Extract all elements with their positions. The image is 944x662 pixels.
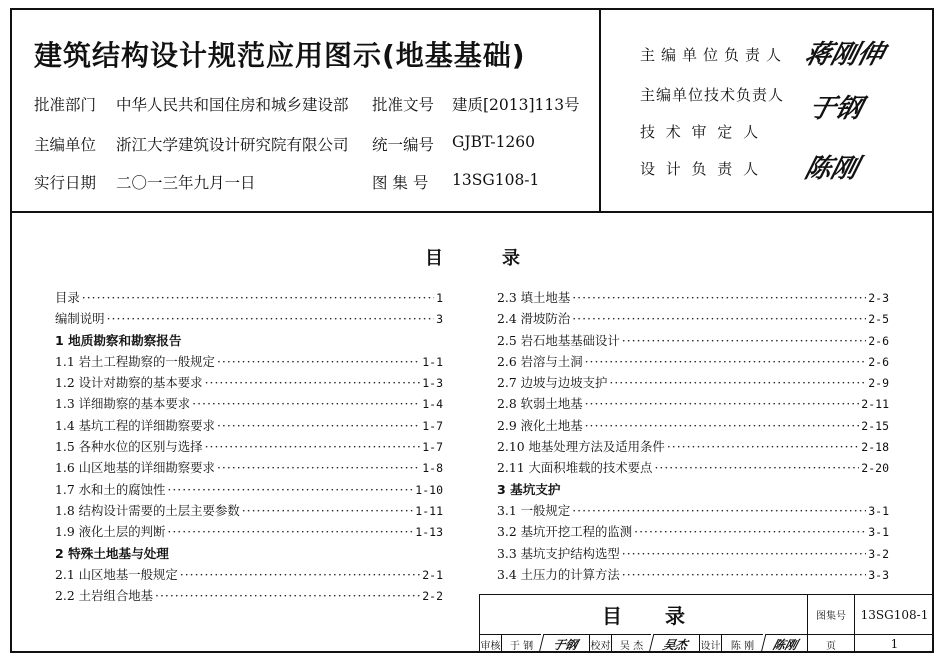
toc-leader-dots <box>167 521 413 542</box>
toc-entry-page: 1-7 <box>422 440 443 455</box>
toc-entry <box>55 308 443 329</box>
responsible-row <box>640 121 761 142</box>
toc-entry-title: 1.1 岩土工程勘察的一般规定 <box>55 353 215 369</box>
toc-entry <box>55 479 443 500</box>
toc-entry-page: 1-13 <box>415 525 443 540</box>
toc-entry <box>497 308 889 329</box>
toc-section-heading <box>55 543 443 564</box>
toc-entry-title: 2.11 大面积堆载的技术要点 <box>497 460 653 476</box>
toc-entry-title: 目录 <box>55 290 80 305</box>
toc-entry <box>55 500 443 521</box>
toc-entry-title: 2.6 岩溶与土洞 <box>497 353 583 369</box>
approval-no-value: 建质[2013]113号 <box>452 96 580 114</box>
reviewer-name: 于 钢 <box>501 634 541 653</box>
toc-entry-title: 1.9 液化土层的判断 <box>55 524 166 540</box>
toc-entry-title: 2.10 地基处理方法及适用条件 <box>497 439 665 455</box>
toc-entry <box>55 564 443 585</box>
toc-entry <box>497 372 889 393</box>
toc-leader-dots <box>585 351 867 372</box>
toc-left-column <box>55 287 443 606</box>
title-block <box>479 594 934 653</box>
title-block-title: 目 录 <box>479 594 807 634</box>
toc-entry <box>497 543 889 564</box>
toc-entry-page: 3-2 <box>868 546 889 561</box>
toc-entry-page: 2-18 <box>861 440 889 455</box>
toc-entry-page: 3-3 <box>868 567 889 582</box>
toc-entry-page: 2-3 <box>868 291 889 305</box>
toc-entry-page: 1-10 <box>415 482 443 497</box>
toc-entry <box>497 500 889 521</box>
checker-signature: 吴杰 <box>649 634 702 653</box>
toc-entry-page: 1-7 <box>422 418 443 433</box>
atlas-number-value: 13SG108-1 <box>854 594 934 634</box>
atlas-no-value: 13SG108-1 <box>452 171 540 189</box>
toc-leader-dots <box>242 500 414 521</box>
toc-entry-page: 2-2 <box>422 589 443 604</box>
approval-dept-label: 批准部门 <box>34 96 97 114</box>
toc-leader-dots <box>180 564 420 585</box>
toc-leader-dots <box>622 564 866 585</box>
toc-leader-dots <box>167 479 413 500</box>
toc-leader-dots <box>634 521 866 542</box>
toc-entry <box>55 287 443 308</box>
responsible-role: 主编单位技术负责人 <box>640 86 785 104</box>
review-label: 审核 <box>479 634 501 653</box>
toc-leader-dots <box>205 436 421 457</box>
toc-leader-dots <box>217 457 420 478</box>
signature: 陈刚 <box>801 154 862 184</box>
toc-entry <box>55 457 443 478</box>
toc-entry-page: 3-1 <box>868 503 889 518</box>
designer-signature: 陈刚 <box>761 634 810 653</box>
effective-date-value: 二〇一三年九月一日 <box>116 174 256 192</box>
toc-entry-title: 编制说明 <box>55 311 105 327</box>
toc-entry-title: 2.4 滑坡防治 <box>497 311 571 327</box>
effective-date-label: 实行日期 <box>34 174 97 192</box>
toc-entry <box>497 564 889 585</box>
toc-entry-title: 1.4 基坑工程的详细勘察要求 <box>55 417 215 433</box>
toc-leader-dots <box>107 308 435 329</box>
toc-leader-dots <box>217 415 420 436</box>
toc-leader-dots <box>572 500 866 521</box>
toc-leader-dots <box>192 393 420 414</box>
toc-leader-dots <box>155 585 420 606</box>
toc-entry <box>497 393 889 414</box>
atlas-number-label: 图集号 <box>807 594 854 634</box>
toc-entry-title: 3 基坑支护 <box>497 481 561 497</box>
toc-entry-title: 1.5 各种水位的区别与选择 <box>55 439 203 455</box>
toc-entry-title: 2.3 填土地基 <box>497 290 571 305</box>
atlas-no-label: 图 集 号 <box>372 174 429 192</box>
toc-entry-page: 2-20 <box>861 461 889 476</box>
responsible-role: 技 术 审 定 人 <box>640 123 762 141</box>
toc-entry-page: 1-8 <box>422 461 443 476</box>
toc-leader-dots <box>654 457 859 478</box>
header-divider <box>10 211 934 213</box>
toc-entry <box>55 372 443 393</box>
toc-entry-title: 3.3 基坑支护结构选型 <box>497 545 620 561</box>
toc-right-column <box>497 287 889 585</box>
toc-heading-left: 目 <box>425 248 443 269</box>
toc-entry-title: 2.1 山区地基一般规定 <box>55 566 178 582</box>
toc-entry-page: 2-15 <box>861 418 889 433</box>
checker-name: 吴 杰 <box>611 634 651 653</box>
toc-leader-dots <box>205 372 421 393</box>
toc-leader-dots <box>622 330 866 351</box>
approval-no-label: 批准文号 <box>372 96 435 114</box>
toc-entry-title: 2.9 液化土地基 <box>497 417 583 433</box>
toc-entry-page: 2-6 <box>868 333 889 348</box>
toc-entry-title: 2.5 岩石地基基础设计 <box>497 332 620 348</box>
toc-entry-title: 2 特殊土地基与处理 <box>55 545 169 561</box>
toc-leader-dots <box>585 415 860 436</box>
toc-entry-title: 3.1 一般规定 <box>497 502 571 518</box>
toc-entry-page: 1-3 <box>422 376 443 391</box>
toc-entry <box>55 585 443 606</box>
designer-name: 陈 刚 <box>721 634 763 653</box>
unified-no-value: GJBT-1260 <box>452 133 536 151</box>
toc-entry <box>497 436 889 457</box>
responsible-row <box>640 44 787 65</box>
check-label: 校对 <box>589 634 611 653</box>
toc-entry-page: 2-5 <box>868 312 889 327</box>
toc-entry-page: 2-6 <box>868 354 889 369</box>
toc-entry-page: 2-1 <box>422 567 443 582</box>
toc-entry-page: 2-9 <box>868 376 889 391</box>
toc-leader-dots <box>667 436 859 457</box>
toc-leader-dots <box>572 308 866 329</box>
responsible-row <box>640 158 761 179</box>
toc-entry-title: 1.6 山区地基的详细勘察要求 <box>55 460 215 476</box>
toc-leader-dots <box>622 543 866 564</box>
toc-entry-page: 3 <box>436 312 443 327</box>
responsible-role: 设 计 负 责 人 <box>640 160 762 178</box>
atlas-title: 建筑结构设计规范应用图示(地基基础) <box>34 39 526 72</box>
responsible-role: 主编单位负责人 <box>640 46 788 64</box>
signature: 蒋刚伸 <box>801 40 888 70</box>
toc-entry <box>497 521 889 542</box>
toc-entry <box>497 330 889 351</box>
toc-entry <box>55 415 443 436</box>
toc-entry-title: 2.2 土岩组合地基 <box>55 588 153 604</box>
editor-unit-value: 浙江大学建筑设计研究院有限公司 <box>116 136 349 154</box>
reviewer-signature: 于钢 <box>539 634 592 653</box>
toc-entry-title: 3.4 土压力的计算方法 <box>497 566 620 582</box>
toc-section-heading <box>55 330 443 351</box>
toc-entry-page: 1-1 <box>422 354 443 369</box>
toc-entry <box>497 457 889 478</box>
toc-entry-title: 2.8 软弱土地基 <box>497 396 583 412</box>
toc-entry-page: 2-11 <box>861 397 889 412</box>
toc-entry <box>497 415 889 436</box>
page-number: 1 <box>854 634 934 653</box>
design-label: 设计 <box>699 634 721 653</box>
toc-entry <box>497 287 889 308</box>
page-label: 页 <box>807 634 854 653</box>
toc-entry-page: 1 <box>436 291 443 305</box>
toc-entry-page: 1-4 <box>422 397 443 412</box>
editor-unit-label: 主编单位 <box>34 136 97 154</box>
toc-heading-right: 录 <box>502 248 520 269</box>
toc-entry-page: 3-1 <box>868 525 889 540</box>
toc-entry <box>497 351 889 372</box>
toc-entry-title: 1.2 设计对勘察的基本要求 <box>55 375 203 391</box>
toc-entry-title: 1.7 水和土的腐蚀性 <box>55 481 166 497</box>
toc-leader-dots <box>609 372 866 393</box>
toc-entry <box>55 436 443 457</box>
toc-entry-title: 1 地质勘察和勘察报告 <box>55 332 182 348</box>
responsible-row <box>640 84 784 105</box>
toc-entry-page: 1-11 <box>415 503 443 518</box>
toc-leader-dots <box>217 351 420 372</box>
toc-entry-title: 1.8 结构设计需要的土层主要参数 <box>55 502 240 518</box>
toc-leader-dots <box>82 287 434 308</box>
approval-dept-value: 中华人民共和国住房和城乡建设部 <box>116 96 349 114</box>
toc-entry-title: 3.2 基坑开挖工程的监测 <box>497 524 633 540</box>
toc-section-heading <box>497 479 889 500</box>
toc-entry <box>55 393 443 414</box>
toc-entry-title: 1.3 详细勘察的基本要求 <box>55 396 191 412</box>
unified-no-label: 统一编号 <box>372 136 435 154</box>
signature: 于钢 <box>805 94 866 124</box>
toc-entry-title: 2.7 边坡与边坡支护 <box>497 375 608 391</box>
toc-entry <box>55 351 443 372</box>
header-vertical-divider <box>599 8 601 212</box>
toc-entry <box>55 521 443 542</box>
toc-leader-dots <box>572 287 866 308</box>
toc-leader-dots <box>585 393 860 414</box>
